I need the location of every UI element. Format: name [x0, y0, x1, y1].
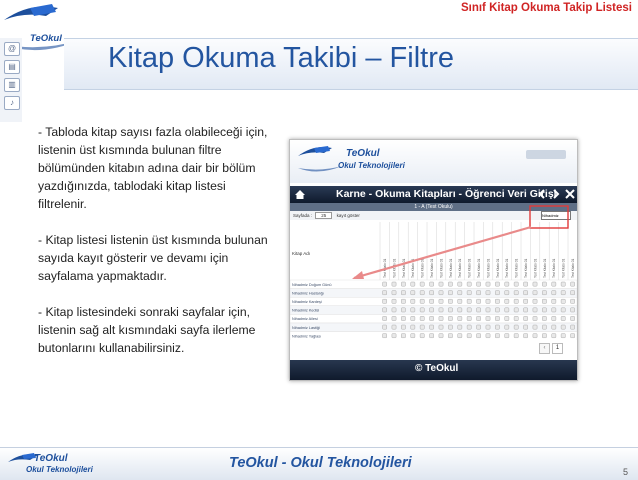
- screenshot-heading: Karne - Okuma Kitapları - Öğrenci Veri Girişi: [336, 188, 557, 200]
- page-size-label: Sayfada :: [293, 213, 313, 218]
- footer-logo-text: TeOkul: [34, 453, 68, 464]
- footer-logo-sub: Okul Teknolojileri: [26, 465, 93, 474]
- slide-title: Kitap Okuma Takibi – Filtre: [108, 42, 454, 74]
- footer-title: TeOkul - Okul Teknolojileri: [229, 455, 412, 471]
- student-name: Nihadmiz Doğum Günü: [292, 282, 332, 287]
- book-column-header: Test Kitabı 01: [542, 258, 547, 278]
- student-name: Nihadmiz Kedisi: [292, 308, 320, 313]
- records-label: kayıt göster: [336, 213, 360, 218]
- screenshot-logo-sub: Okul Teknolojileri: [338, 161, 405, 170]
- book-column-header: Test Kitabı 01: [505, 258, 510, 278]
- book-column-header: Test Kitabı 01: [392, 258, 397, 278]
- presentation-title: Sınıf Kitap Okuma Takip Listesi: [460, 2, 632, 14]
- screenshot-subheading: 1 - A (Test Okulu): [290, 203, 577, 211]
- student-name: Nihadmiz Lastiği: [292, 325, 320, 330]
- book-column-header: Test Kitabı 01: [524, 258, 528, 278]
- book-column-header: Test Kitabı 01: [486, 258, 491, 278]
- book-column-header: Test Kitabı 01: [401, 258, 406, 278]
- student-name: Nihadmiz Kardeşi: [292, 300, 322, 304]
- logo-text: TeOkul: [30, 33, 62, 44]
- student-name: Nihadmiz Hastalığı: [292, 291, 324, 296]
- book-column-header: Test Kitabı 01: [420, 258, 425, 278]
- side-icon-strip: [0, 38, 22, 122]
- document-icon: ▤: [4, 60, 20, 74]
- pager-prev-button[interactable]: ‹: [539, 343, 550, 354]
- book-column-header: Test Kitabı 01: [477, 258, 481, 278]
- filter-input[interactable]: Nihadmiz: [541, 211, 571, 220]
- pager: [539, 343, 569, 352]
- book-column-header: Test Kitabı 01: [448, 258, 453, 278]
- book-column-header: Test Kitabı 01: [430, 258, 434, 278]
- book-column-header: Test Kitabı 01: [495, 258, 500, 278]
- book-column-header: Test Kitabı 01: [561, 258, 566, 278]
- screenshot-logo-text: TeOkul: [346, 148, 380, 159]
- paragraph-paging: - Kitap listesi listenin üst kısmında bulunan sayıda kayıt gösterir ve devamı için sayfalama yapmaktadır.: [38, 233, 268, 283]
- book-column-header: Test Kitabı 01: [533, 258, 538, 278]
- book-column-header: Test Kitabı 01: [514, 258, 519, 278]
- column-header-book-name: Kitap Adı: [292, 251, 311, 256]
- description-text: [38, 123, 272, 375]
- book-column-header: Test Kitabı 01: [571, 258, 575, 278]
- pager-page-button[interactable]: 1: [552, 343, 563, 354]
- chart-icon: ▥: [4, 78, 20, 92]
- book-column-header: Test Kitabı 01: [552, 258, 557, 278]
- app-screenshot: [289, 139, 578, 381]
- page-size-select[interactable]: 25: [315, 212, 332, 219]
- book-column-header: Test Kitabı 01: [411, 258, 416, 278]
- email-icon: @: [4, 42, 20, 56]
- student-name: Nihadmiz Yağlası: [292, 334, 322, 339]
- bell-icon: ♪: [4, 96, 20, 110]
- book-column-header: Test Kitabı 01: [439, 258, 444, 278]
- paragraph-filter: - Tabloda kitap sayısı fazla olabileceği için, listenin üst kısmında bulunan filtre bölümünden kitabın adına dair bir bölüm yazdığınızda, tablodaki kitap listesi filtrelenir.: [38, 125, 268, 211]
- paragraph-next-pages: - Kitap listesindeki sonraki sayfalar için, listenin sağ alt kısmındaki sayfa ilerleme butonlarını kullanabilirsiniz.: [38, 305, 256, 355]
- book-column-header: Test Kitabı 01: [467, 258, 472, 278]
- screenshot-footer-text: © TeOkul: [415, 363, 459, 374]
- page-number: 5: [622, 467, 628, 477]
- book-column-header: Test Kitabı 01: [458, 258, 463, 278]
- student-name: Nihadmiz Ailesi: [292, 317, 318, 322]
- highlight-arrow: [290, 140, 577, 380]
